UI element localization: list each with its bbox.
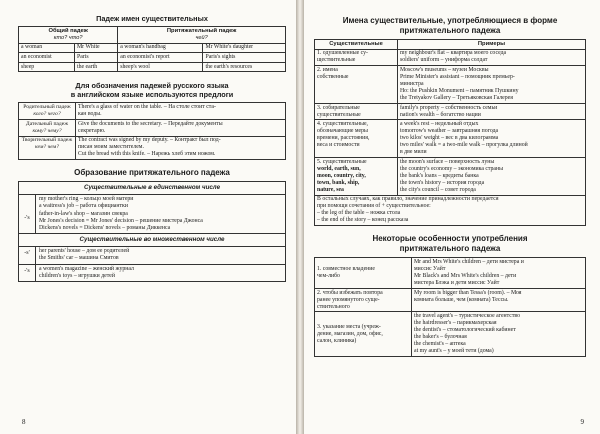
table-row: 2. чтобы избежать повтора ранее упомянутого суще- ствительного My room is bigger than Tessa's (room). – Моя комната больше, чем (комната) Тессы. (315, 288, 586, 312)
table-row: Родительный падеж кого? чего? There's a glass of water on the table. – На столе стоит ста- кан воды. (19, 103, 286, 120)
table-row: 4. существительные, обозначающие меры времени, расстояния, веса и стоимости a week's rest – недельный отдых tomorrow's weather – завтрашняя погода two kilos' weight – вес в два килограмма two miles' walk = a two-mile walk – прогулка длиной в две мили (315, 120, 586, 158)
case-table (18, 26, 286, 72)
table-row: a woman Mr White a woman's handbag Mr White's daughter (19, 43, 286, 53)
table-row: sheep the earth sheep's wool the earth's resources (19, 62, 286, 72)
page-number-left: 8 (22, 418, 26, 426)
table-row: 3. указание места (учреж- дение, магазин, дом, офис, салон, клиника) the travel agent's – туристическое агентство the hairdresser's – парикмахерская the dentist's – стоматологический кабинет the baker's – булочная the chemist's – аптека at my aunt's – у моей тети (дома) (315, 312, 586, 357)
table-row: 3. собирательные существительные family's property – собственность семьи nation's wealth – богатство нации (315, 103, 586, 120)
plural-row-2: -'s a women's magazine – женский журнал children's toys – игрушки детей (19, 264, 285, 281)
table-row: 5. существительные world, earth, sun, moon, country, city, town, bank, ship, nature, sea the moon's surface – поверхность луны the country's economy – экономика страны the bank's loans – кредиты банка the town's history – история города the city's council – совет города (315, 157, 586, 195)
usage-table: Существительные Примеры 1. одушевленные су- ществительные my neighbour's flat – квартира моего соседа soldiers' uniform – униформа солдат 2. имена собственные Moscow's museums – музеи Москвы Prime Minister's assistant – помощник премьер- министра Ho: the Pushkin Monument – памятник Пушкину the Tretyakov Gallery – Третьяковская Галерея 3. собирательные существительные family's property – собственность семьи nation's wealth – богатство нации 4. существительные, обозначающие меры времени, расстояния, веса и стоимости a week's rest – недельный отдых tomorrow's weather – завтрашняя погода two kilos' weight – вес в два килограмма two miles' walk = a two-mile walk – прогулка длиной в две мили 5. существительные world, earth, sun, moon, country, city, town, bank, ship, nature, sea the moon's surface – поверхность луны the country's economy – экономика страны the bank's loans – кредиты банка the town's history – история города the city's council – совет города В остальных случаях, как правило, значение принадлежности передается при помощи сочетания of + существительное: – the leg of the table – ножка стола – the end of the story – конец рассказа (314, 39, 586, 226)
singular-row: -'s my mother's ring – кольцо моей матери a waitress's job – работа официантки father-in-law's shop – магазин свекра Mr Jones's decision = Mr Jones' decision – решение мистера Джонса Dickens's novels = Dickens' novels – романы Диккенса (19, 194, 285, 233)
right-page (304, 0, 600, 434)
table-row: an economist Paris an economist's report Paris's sights (19, 53, 286, 63)
formation-heading: Образование притяжательного падежа (74, 168, 230, 178)
book-gutter (296, 0, 304, 434)
formation-box (18, 181, 286, 282)
plural-title: Существительные во множественном числе (19, 233, 285, 246)
table-row: Дательный падеж кому? чему? Give the documents to the secretary. – Передайте документы секретарю. (19, 119, 286, 136)
singular-title: Существительные в единственном числе (83, 184, 221, 192)
case-table-head-possessive: Притяжательный падеж чей? (118, 27, 286, 44)
left-title: Падеж имен существительных (96, 14, 208, 23)
prepositions-heading: Для обозначения падежей русского языка в английском языке используются предлоги (70, 81, 234, 100)
plural-row-1: -s' her parents' house – дом ее родителей the Smiths' car – машина Смитов (19, 246, 285, 263)
left-page (0, 0, 296, 434)
table-row: 1. совместное владение чем-либо Mr and Mrs White's children – дети мистера и миссис Уайт Mr Black's and Mrs White's children – дети мистера Блэка и дети миссис Уайт (315, 258, 586, 289)
table-row: Творительный падеж кем? чем? The contract was signed by my deputy. – Контракт был под- писан моим заместителем. Cut the bread with this knife. – Нарежь хлеб этим ножом. (19, 136, 286, 160)
table-row: 1. одушевленные су- ществительные my neighbour's flat – квартира моего соседа soldiers' uniform – униформа солдат (315, 49, 586, 66)
prepositions-table (18, 102, 286, 160)
features-heading: Некоторые особенности употребления притяжательного падежа (372, 234, 528, 254)
case-table-head-common: Общий падеж кто? что? (19, 27, 118, 44)
right-title: Имена существительные, употребляющиеся в форме притяжательного падежа (342, 16, 558, 35)
features-table (314, 257, 586, 357)
singular-suffix: -'s (24, 215, 30, 222)
table-row: 2. имена собственные Moscow's museums – музеи Москвы Prime Minister's assistant – помощник премьер- министра Ho: the Pushkin Monument – памятник Пушкину the Tretyakov Gallery – Третьяковская Галерея (315, 66, 586, 104)
page-number-right: 9 (580, 418, 584, 426)
table-footer-row: В остальных случаях, как правило, значение принадлежности передается при помощи сочетания of + существительное: – the leg of the table – ножка стола – the end of the story – конец рассказа (315, 195, 586, 226)
